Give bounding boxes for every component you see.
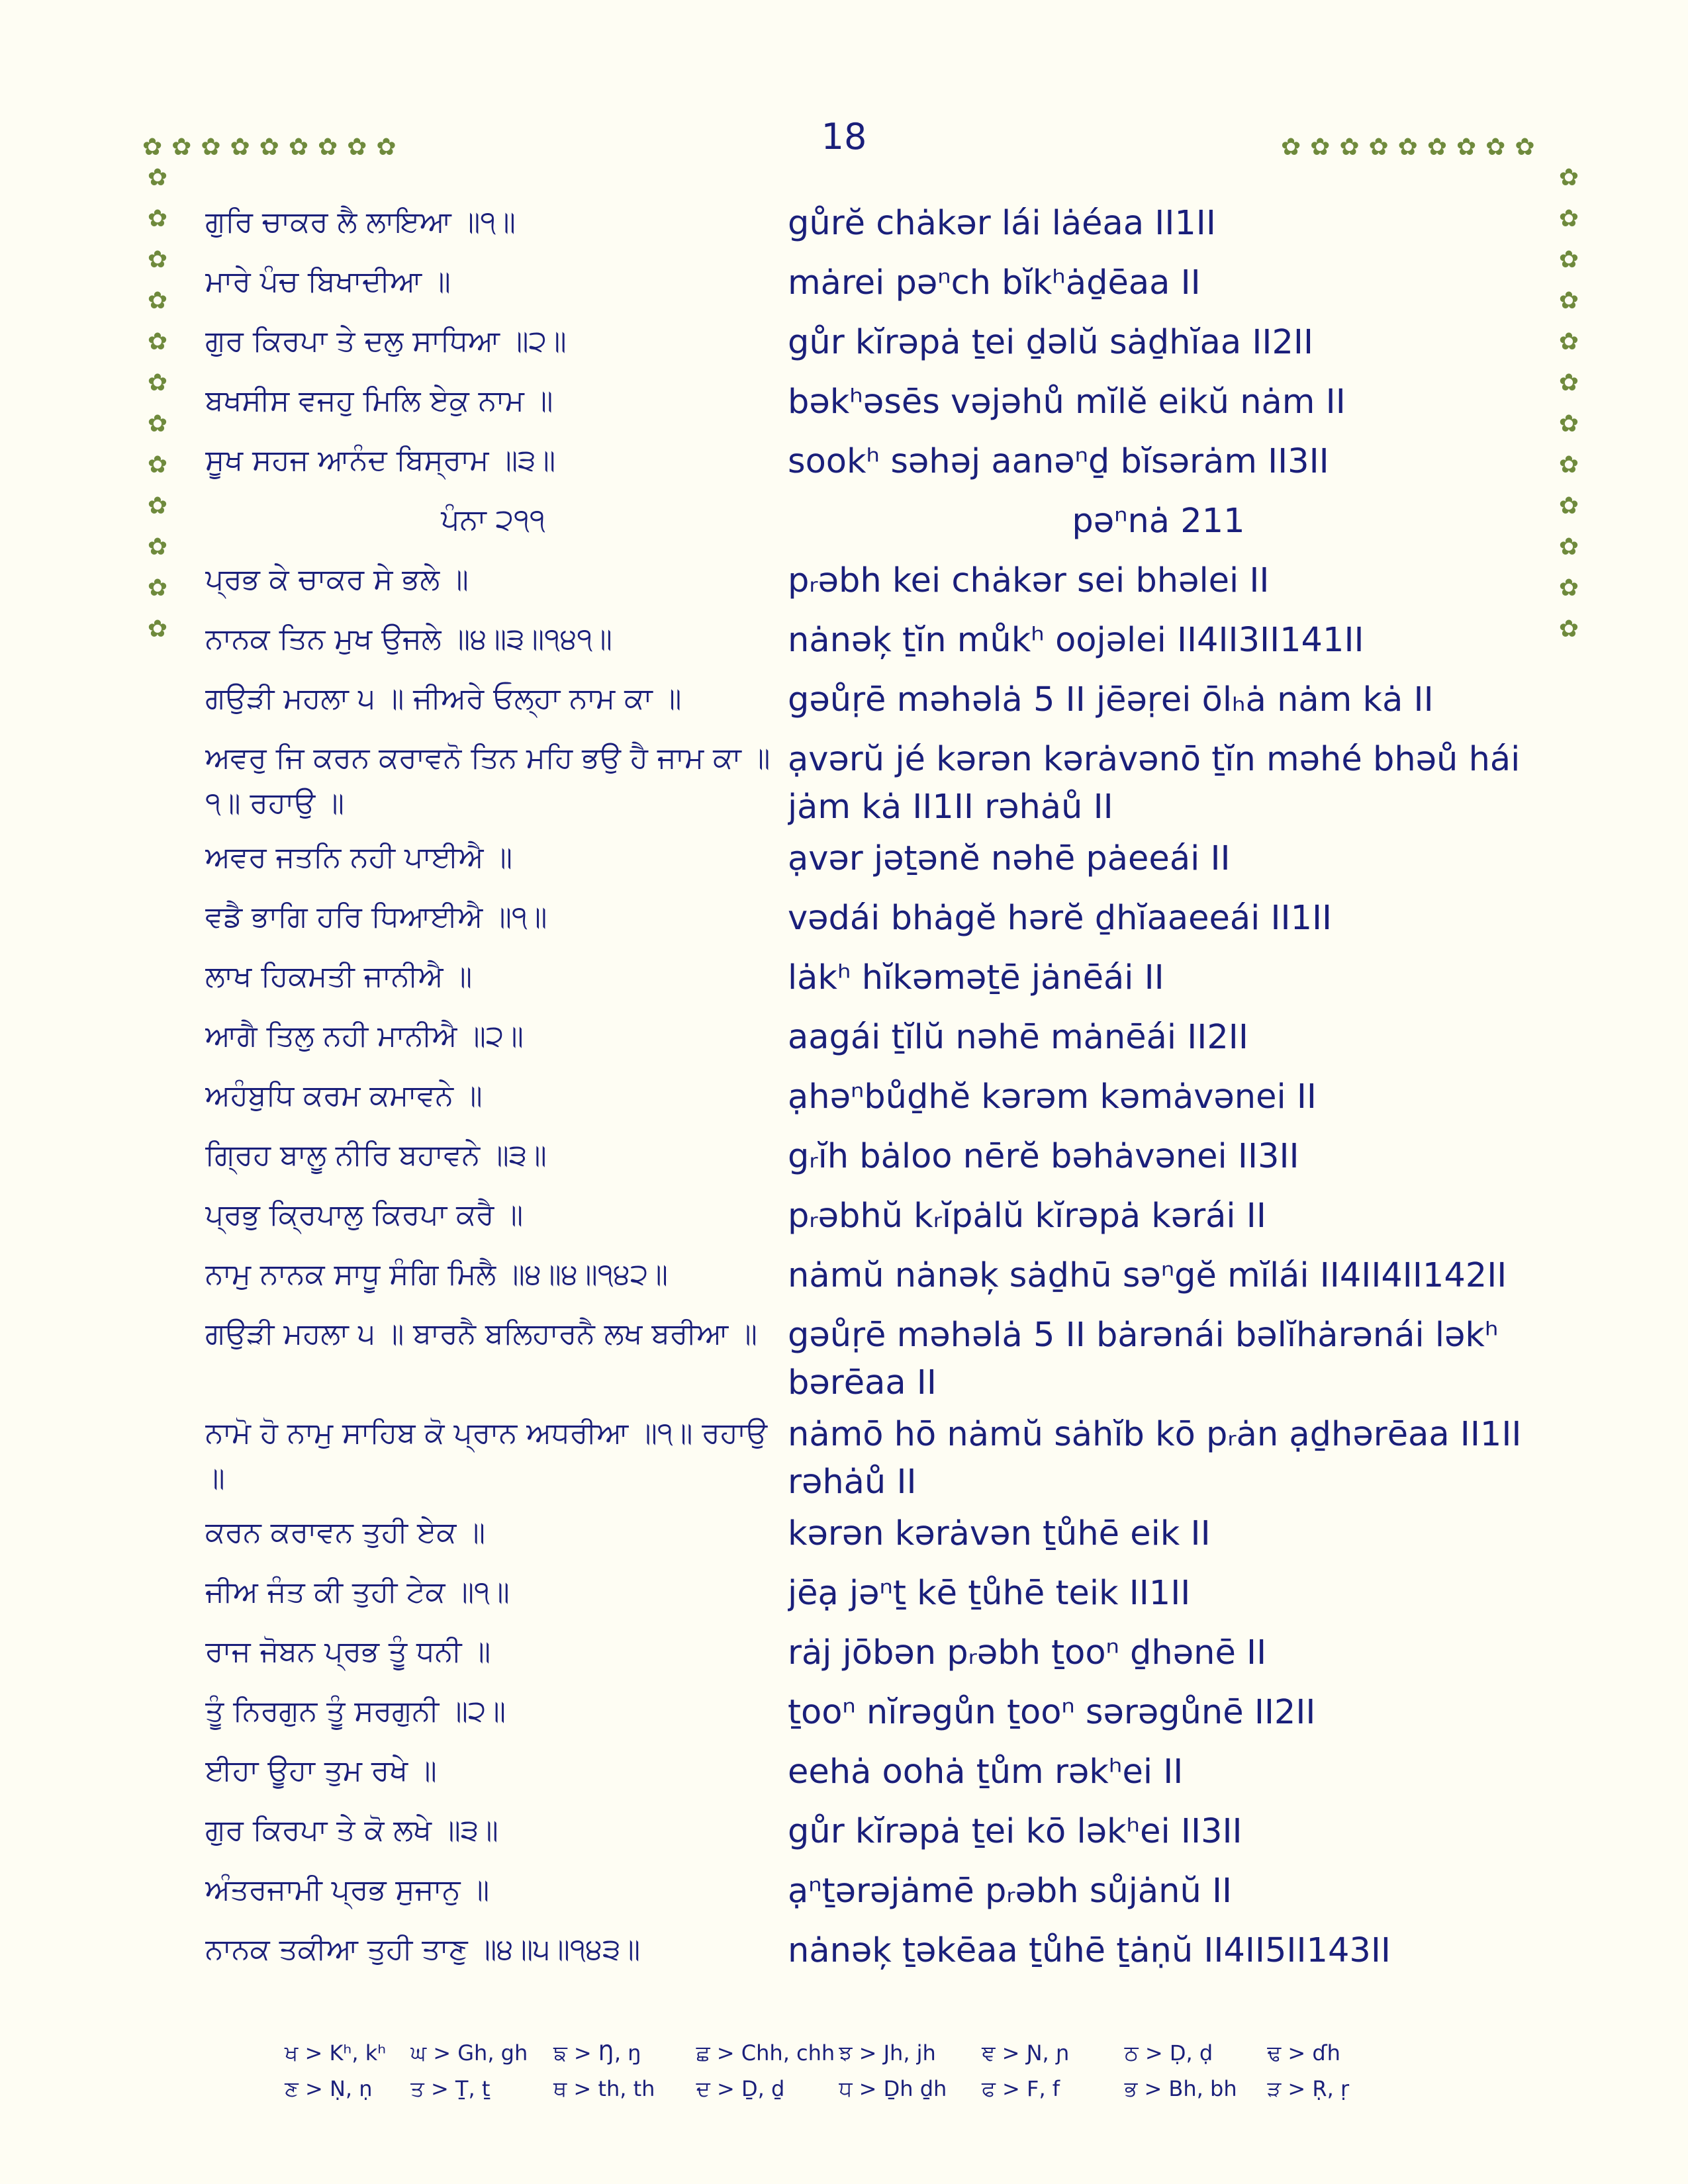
legend-item: ਣ > Ṇ, ṇ bbox=[285, 2075, 373, 2101]
verse-row bbox=[205, 1411, 1529, 1510]
verse-row bbox=[205, 1629, 1529, 1689]
gurmukhi-line: ਲਾਖ ਹਿਕਮਤੀ ਜਾਨੀਐ ॥ bbox=[205, 960, 473, 993]
legend-item: ਘ > Gh, gh bbox=[410, 2040, 528, 2066]
gurmukhi-line: ਅੰਤਰਜਾਮੀ ਪ੍ਰਭ ਸੁਜਾਨੁ ॥ bbox=[205, 1873, 490, 1907]
verse-row bbox=[205, 1252, 1529, 1312]
transliteration-line: nȧnəķ ṯəkēaa ṯůhē ṯȧṇŭ II4II5II143II bbox=[788, 1931, 1391, 1970]
flower-border-top-left: ✿✿✿✿✿✿✿✿✿ bbox=[142, 134, 406, 161]
verse-row bbox=[205, 736, 1529, 835]
gurmukhi-line: ਰਾਜ ਜੋਬਨ ਪ੍ਰਭ ਤੂੰ ਧਨੀ ॥ bbox=[205, 1635, 491, 1668]
legend-item: ਢ > ɗh bbox=[1267, 2040, 1340, 2066]
gurmukhi-line: ਗਉੜੀ ਮਹਲਾ ੫ ॥ ਜੀਅਰੇ ਓਲ੍ਹਾ ਨਾਮ ਕਾ ॥ bbox=[205, 682, 682, 715]
verse-row bbox=[205, 1868, 1529, 1927]
legend-item: ੜ > Ṛ, ṛ bbox=[1267, 2075, 1350, 2101]
verse-row bbox=[205, 1133, 1529, 1193]
legend-row bbox=[285, 2071, 1410, 2107]
legend-item: ਭ > Bh, bh bbox=[1124, 2075, 1237, 2101]
verse-row bbox=[205, 1510, 1529, 1570]
transliteration-line: ạvərŭ jé kərən kərȧvənō ṯĭn məhé bhəů hái jȧm kȧ II1II rəhȧů II bbox=[788, 740, 1521, 827]
gurmukhi-line: ਗੁਰ ਕਿਰਪਾ ਤੇ ਕੋ ਲਖੇ ॥੩॥ bbox=[205, 1813, 498, 1847]
verse-row bbox=[205, 557, 1529, 617]
gurmukhi-line: ਸੂਖ ਸਹਜ ਆਨੰਦ ਬਿਸ੍ਰਾਮ ॥੩॥ bbox=[205, 443, 556, 477]
transliteration-line: gᵣĭh bȧloo nērĕ bəhȧvənei II3II bbox=[788, 1137, 1299, 1176]
legend-item: ਝ > Jh, jh bbox=[839, 2040, 936, 2066]
verse-row bbox=[205, 1689, 1529, 1749]
verse-row bbox=[205, 1570, 1529, 1629]
transliteration-line: jēạ jəⁿṯ kē ṯůhē teik II1II bbox=[788, 1574, 1191, 1613]
legend-item: ਦ > Ḏ, ḏ bbox=[696, 2075, 785, 2101]
verse-row bbox=[205, 1312, 1529, 1411]
legend-item: ਠ > Ḍ, ḍ bbox=[1124, 2040, 1213, 2066]
transliteration-line: pᵣəbhŭ kᵣĭpȧlŭ kĭrəpȧ kərái II bbox=[788, 1197, 1266, 1236]
legend-row bbox=[285, 2035, 1410, 2071]
transliteration-line: kərən kərȧvən ṯůhē eik II bbox=[788, 1514, 1211, 1553]
legend-item: ਫ > F, f bbox=[981, 2075, 1060, 2101]
transliteration-line: gůr kĭrəpȧ ṯei kō ləkʰei II3II bbox=[788, 1812, 1243, 1851]
verse-row bbox=[205, 835, 1529, 895]
transliteration-line: gůrĕ chȧkər lái lȧéaa II1II bbox=[788, 204, 1216, 243]
transliteration-line: nȧmō hō nȧmŭ sȧhĭb kō pᵣȧn ạḏhərēaa II1II rəhȧů II bbox=[788, 1415, 1522, 1502]
gurmukhi-line: ਗੁਰਿ ਚਾਕਰ ਲੈ ਲਾਇਆ ॥੧॥ bbox=[205, 205, 516, 239]
transliteration-line: gəůṛē məhəlȧ 5 II jēəṛei ōlₕȧ nȧm kȧ II bbox=[788, 680, 1434, 719]
verse-row bbox=[205, 498, 1529, 557]
legend-item: ਞ > Ɲ, ɲ bbox=[981, 2040, 1070, 2066]
gurmukhi-line: ਬਖਸੀਸ ਵਜਹੁ ਮਿਲਿ ਏਕੁ ਨਾਮ ॥ bbox=[205, 384, 553, 418]
transliteration-line: ạⁿṯərəjȧmē pᵣəbh sůjȧnŭ II bbox=[788, 1872, 1233, 1911]
transliteration-line: ạhəⁿbůḏhĕ kərəm kəmȧvənei II bbox=[788, 1077, 1317, 1116]
verse-row bbox=[205, 1073, 1529, 1133]
gurmukhi-line: ਮਾਰੇ ਪੰਚ ਬਿਖਾਦੀਆ ॥ bbox=[205, 265, 451, 298]
verse-row bbox=[205, 379, 1529, 438]
gurmukhi-line: ਨਾਮੁ ਨਾਨਕ ਸਾਧੂ ਸੰਗਿ ਮਿਲੈ ॥੪॥੪॥੧੪੨॥ bbox=[205, 1257, 669, 1291]
verse-row bbox=[205, 1014, 1529, 1073]
transliteration-line: lȧkʰ hĭkəməṯē jȧnēái II bbox=[788, 958, 1164, 997]
transliteration-line: pəⁿnȧ 211 bbox=[1072, 502, 1245, 541]
legend-item: ਤ > Ṯ, ṯ bbox=[410, 2075, 491, 2101]
verse-row bbox=[205, 676, 1529, 736]
gurmukhi-line: ਕਰਨ ਕਰਾਵਨ ਤੁਹੀ ਏਕ ॥ bbox=[205, 1516, 485, 1549]
gurmukhi-line: ਨਾਨਕ ਤਿਨ ਮੁਖ ਉਜਲੇ ॥੪॥੩॥੧੪੧॥ bbox=[205, 622, 612, 656]
verse-row bbox=[205, 1749, 1529, 1808]
gurmukhi-line: ਵਡੈ ਭਾਗਿ ਹਰਿ ਧਿਆਈਐ ॥੧॥ bbox=[205, 900, 547, 934]
transliteration-line: eehȧ oohȧ ṯům rəkʰei II bbox=[788, 1752, 1184, 1792]
gurmukhi-line: ਜੀਅ ਜੰਤ ਕੀ ਤੁਹੀ ਟੇਕ ॥੧॥ bbox=[205, 1575, 510, 1609]
transliteration-line: gəůṛē məhəlȧ 5 II bȧrənái bəlĭhȧrənái ləkʰ bərēaa II bbox=[788, 1316, 1499, 1402]
transliteration-line: ṯooⁿ nĭrəgůn ṯooⁿ sərəgůnē II2II bbox=[788, 1693, 1316, 1732]
gurmukhi-line: ਆਗੈ ਤਿਲੁ ਨਹੀ ਮਾਨੀਐ ॥੨॥ bbox=[205, 1019, 524, 1053]
gurmukhi-line: ਅਵਰ ਜਤਨਿ ਨਹੀ ਪਾਈਐ ॥ bbox=[205, 841, 513, 874]
transliteration-line: nȧnəķ ṯĭn můkʰ oojəlei II4II3II141II bbox=[788, 621, 1364, 660]
transliteration-line: aagái ṯĭlŭ nəhē mȧnēái II2II bbox=[788, 1018, 1248, 1057]
gurmukhi-line: ਈਹਾ ਊਹਾ ਤੁਮ ਰਖੇ ॥ bbox=[205, 1754, 437, 1788]
gurmukhi-line: ਅਹੰਬੁਧਿ ਕਰਮ ਕਮਾਵਨੇ ॥ bbox=[205, 1079, 483, 1113]
verse-row bbox=[205, 438, 1529, 498]
gurmukhi-line: ਪੰਨਾ ੨੧੧ bbox=[441, 503, 545, 537]
transliteration-legend bbox=[285, 2035, 1410, 2107]
legend-item: ਥ > th, th bbox=[553, 2075, 655, 2101]
gurmukhi-line: ਨਾਮੋ ਹੋ ਨਾਮੁ ਸਾਹਿਬ ਕੋ ਪ੍ਰਾਨ ਅਧਰੀਆ ॥੧॥ ਰਹਾਉ ॥ bbox=[205, 1416, 768, 1495]
transliteration-line: bəkʰəsēs vəjəhů mĭlĕ eikŭ nȧm II bbox=[788, 383, 1346, 422]
verse-row bbox=[205, 895, 1529, 954]
gurmukhi-line: ਗਉੜੀ ਮਹਲਾ ੫ ॥ ਬਾਰਨੈ ਬਲਿਹਾਰਨੈ ਲਖ ਬਰੀਆ ॥ bbox=[205, 1317, 757, 1351]
legend-item: ਙ > Ŋ, ŋ bbox=[553, 2040, 641, 2066]
flower-border-left: ✿ ✿ ✿ ✿ ✿ ✿ ✿ ✿ ✿ ✿ ✿ ✿ bbox=[147, 164, 168, 643]
verse-row bbox=[205, 1808, 1529, 1868]
legend-item: ਛ > Chh, chh bbox=[696, 2040, 835, 2066]
verse-row bbox=[205, 1193, 1529, 1252]
verse-row bbox=[205, 954, 1529, 1014]
gurmukhi-line: ਪ੍ਰਭੁ ਕ੍ਰਿਪਾਲੁ ਕਿਰਪਾ ਕਰੈ ॥ bbox=[205, 1198, 524, 1232]
verse-row bbox=[205, 200, 1529, 259]
gurmukhi-line: ਪ੍ਰਭ ਕੇ ਚਾਕਰ ਸੇ ਭਲੇ ॥ bbox=[205, 563, 469, 596]
transliteration-line: nȧmŭ nȧnəķ sȧḏhū səⁿgĕ mĭlái II4II4II142II bbox=[788, 1256, 1507, 1295]
verse-row bbox=[205, 1927, 1529, 1987]
gurmukhi-line: ਤੂੰ ਨਿਰਗੁਨ ਤੂੰ ਸਰਗੁਨੀ ॥੨॥ bbox=[205, 1694, 506, 1728]
verse-row bbox=[205, 617, 1529, 676]
legend-item: ਖ > Kʰ, kʰ bbox=[285, 2040, 387, 2066]
transliteration-line: rȧj jōbən pᵣəbh ṯooⁿ ḏhənē II bbox=[788, 1633, 1267, 1672]
flower-border-right: ✿ ✿ ✿ ✿ ✿ ✿ ✿ ✿ ✿ ✿ ✿ ✿ bbox=[1558, 164, 1579, 643]
transliteration-line: ạvər jəṯənĕ nəhē pȧeeái II bbox=[788, 839, 1231, 878]
transliteration-line: vədái bhȧgĕ hərĕ ḏhĭaaeeái II1II bbox=[788, 899, 1333, 938]
gurmukhi-line: ਗ੍ਰਿਹ ਬਾਲੂ ਨੀਰਿ ਬਹਾਵਨੇ ॥੩॥ bbox=[205, 1138, 547, 1172]
transliteration-line: gůr kĭrəpȧ ṯei ḏəlŭ sȧḏhĭaa II2II bbox=[788, 323, 1313, 362]
flower-border-top-right: ✿✿✿✿✿✿✿✿✿ bbox=[1281, 134, 1544, 161]
transliteration-line: pᵣəbh kei chȧkər sei bhəlei II bbox=[788, 561, 1270, 600]
transliteration-line: mȧrei pəⁿch bĭkʰȧḏēaa II bbox=[788, 263, 1201, 302]
transliteration-line: sookʰ səhəj aanəⁿḏ bĭsərȧm II3II bbox=[788, 442, 1329, 481]
gurmukhi-line: ਅਵਰੁ ਜਿ ਕਰਨ ਕਰਾਵਨੋ ਤਿਨ ਮਹਿ ਭਉ ਹੈ ਜਾਮ ਕਾ ॥੧॥ ਰਹਾਉ ॥ bbox=[205, 741, 771, 820]
legend-item: ਧ > Ḏh ḏh bbox=[839, 2075, 947, 2101]
gurmukhi-line: ਗੁਰ ਕਿਰਪਾ ਤੇ ਦਲੁ ਸਾਧਿਆ ॥੨॥ bbox=[205, 324, 567, 358]
verse-row bbox=[205, 259, 1529, 319]
page-number: 18 bbox=[821, 116, 867, 158]
gurmukhi-line: ਨਾਨਕ ਤਕੀਆ ਤੁਹੀ ਤਾਣੁ ॥੪॥੫॥੧੪੩॥ bbox=[205, 1933, 641, 1966]
verse-row bbox=[205, 319, 1529, 379]
verse-rows bbox=[205, 200, 1529, 1987]
